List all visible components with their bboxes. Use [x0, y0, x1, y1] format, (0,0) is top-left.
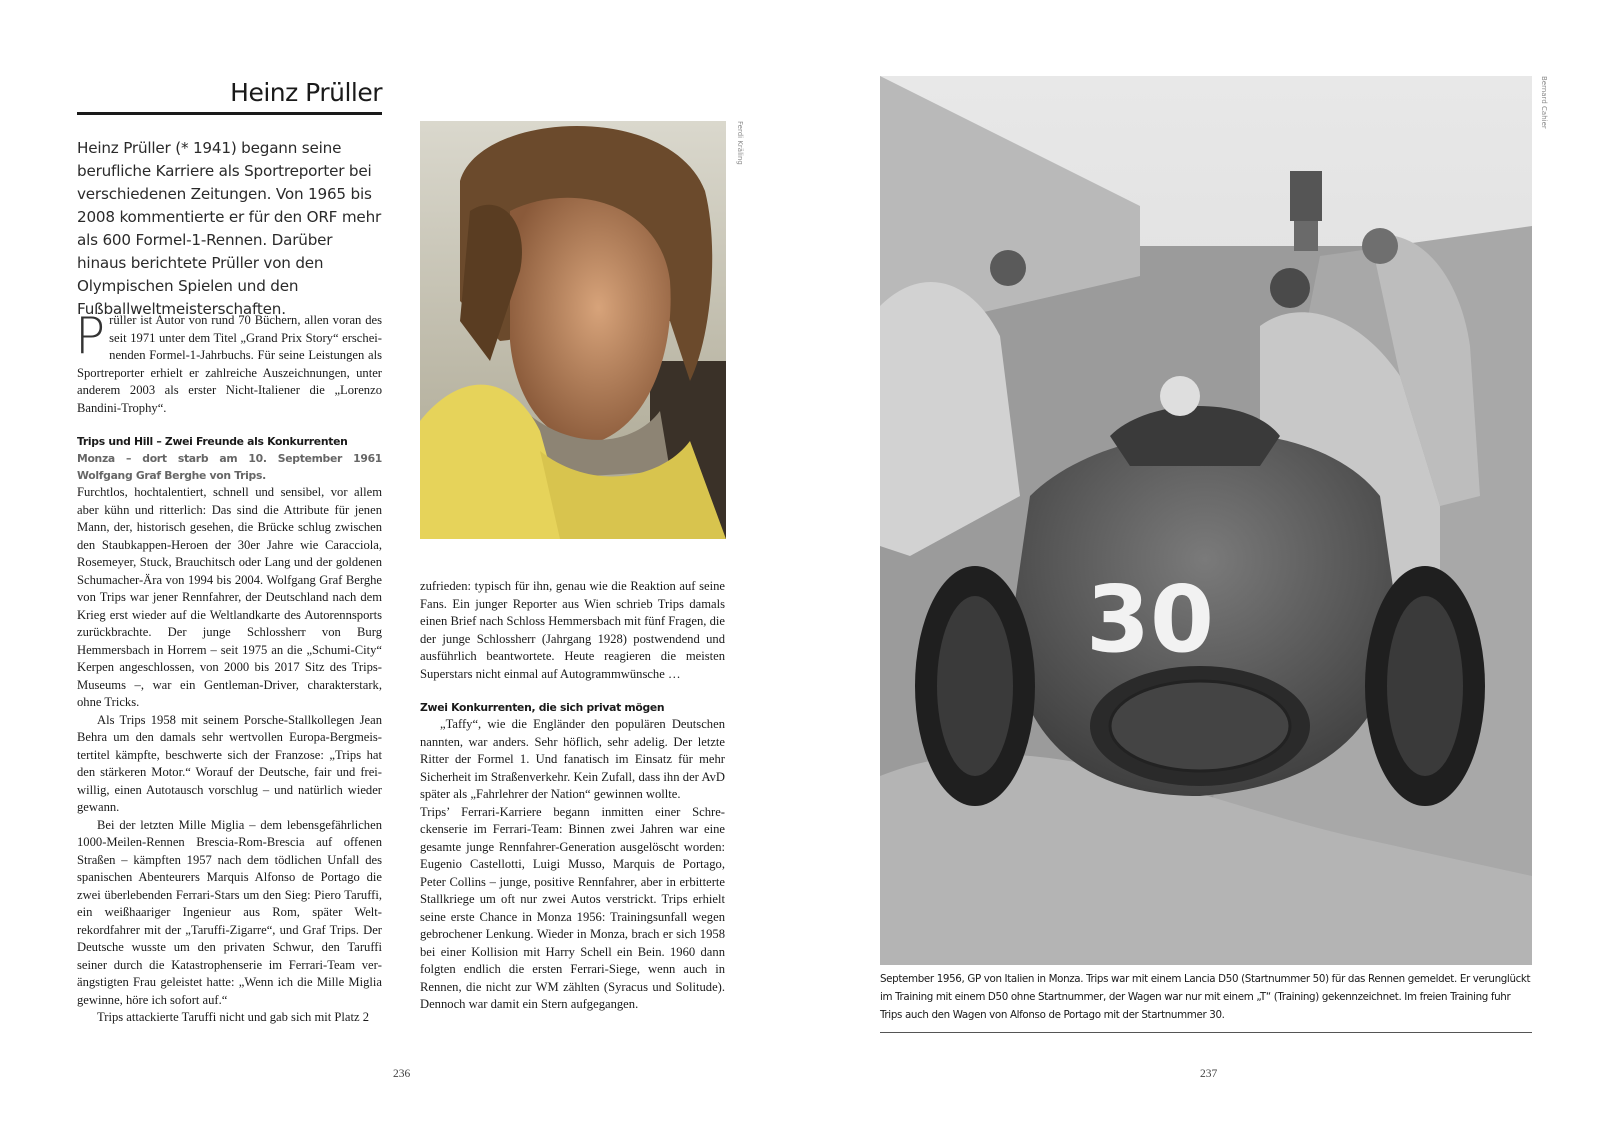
first-paragraph [75, 307, 382, 417]
intro-text: Heinz Prüller (* 1941) begann seine berufliche Karriere als Sportreporter bei verschiedenen Zeitungen. Von 1965 bis 2008 kommentierte er für den ORF mehr als 600 Formel-1-Rennen. Darüber hinaus berichtete Prüller von den Olympischen Spielen und den Fußballweltmeisterschaften. [77, 139, 382, 318]
portrait-photo [420, 121, 726, 539]
body-paragraph: Trips’ Ferrari-Karriere begann inmitten einer Schreckenserie im Ferrari-Team: Binnen zwei Jahren war eine gesamte junge Rennfahrer-Generation ausgelöscht worden: Eugenio Castellotti, Luigi Musso, Marquis de Portago, Peter Collins – junge, positive Rennfahrer, aber in erbitterte Stallkriege um oft nur zwei Autos verstrickt. Trips erhielt seine erste Chance in Monza 1956: Trainingsunfall wegen gebrochener Lenkung. Wieder in Monza, brach er sich 1958 bei einer Kollision mit Harry Schell ein Bein. 1960 dann folgten endlich die ersten Ferrari-Siege, wenn auch in Rennen, die nicht zur WM zählten (Syracus und Solitude). Dennoch war damit ein Stern aufgegangen. [420, 804, 725, 1011]
caption-rule [880, 1032, 1532, 1033]
first-paragraph-text: rüller ist Autor von rund 70 Büchern, allen voran des seit 1971 unter dem Titel „Grand Prix Story“ erscheinenden Formel-1-Jahrbuchs. Für seine Leistungen als Sportreporter erhielt er zahlreiche Auszeichnungen, unter anderem 2003 als erster Nicht-Italiener die „Lorenzo Bandini-Trophy“. [77, 313, 382, 415]
lead-text: Monza – dort starb am 10. September 1961 Wolfgang Graf Berghe von Trips. [77, 452, 382, 482]
photo-credit: Ferdi Kräling [736, 121, 744, 165]
photo-caption: September 1956, GP von Italien in Monza. Trips war mit einem Lancia D50 (Startnummer 50) für das Rennen gemeldet. Er verunglückt im Training mit einem D50 ohne Startnummer, der Wagen war nur mit einem „T“ (Training) gekennzeichnet. Im freien Training fuhr Trips auch den Wagen von Alfonso de Portago mit der Startnummer 30. [880, 973, 1531, 1021]
body-paragraph: Bei der letzten Mille Miglia – dem lebensgefährlichen 1000-Meilen-Rennen Brescia-Rom-Brescia auf offenen Straßen – kämpften 1957 nach dem tödlichen Unfall des spanischen Abenteurers Marquis Alfonso de Portago die zwei überlebenden Ferrari-Stars um den Sieg: Piero Taruffi, ein weißhaariger Ingenieur aus Rom, später Weltrekordfahrer mit der „Taruffi-Zigarre“, und Graf Trips. Der Deutsche wusste um den privaten Schwur, den Taruffi seiner durch die Katastrophenserie im Ferrari-Team verängstigten Frau geleistet hatte: „Wenn ich die Mille Miglia gewinne, höre ich sofort auf.“ [77, 817, 382, 1007]
body-paragraph: zufrieden: typisch für ihn, genau wie die Reaktion auf seine Fans. Ein junger Reporter aus Wien schrieb Trips damals einen Brief nach Schloss Hemmersbach mit fünf Fragen, die der junge Schlossherr (Jahrgang 1928) postwendend und ausführlich beantwortete. Heute reagieren die meisten Superstars nicht einmal auf Autogrammwünsche … [420, 579, 725, 681]
right-page [800, 0, 1600, 1131]
page-title: Heinz Prüller [77, 78, 382, 115]
page-number: 237 [1200, 1068, 1218, 1080]
race-car-photo [880, 76, 1532, 965]
photo-credit: Bernard Cahier [1540, 76, 1548, 129]
subheading: Trips und Hill – Zwei Freunde als Konkurrenten [77, 435, 348, 448]
text-column-1 [75, 307, 382, 1027]
text-column-2 [420, 578, 725, 1014]
body-paragraph: Furchtlos, hochtalentiert, schnell und sensibel, vor allem aber kühn und ritterlich: Das sind die Attribute für jenen Mann, der, historisch gesehen, die Brücke schlug zwischen den Staubkappen-Heroen der 30er Jahre wie Caracciola, Rosemeyer, Stuck, Brauchitsch oder Lang und der goldenen Schumacher-Ära von 1994 bis 2004. Wolfgang Graf Berghe von Trips war jener Rennfahrer, der Deutschland nach dem Krieg erst wieder auf die Weltlandkarte des Autorennsports zurückbrachte. Der junge Schlossherr von Burg Hemmersbach in Horrem – seit 1975 an die „Schumi-City“ Kerpen angeschlossen, von 2000 bis 2017 Sitz des Trips-Museums –, war ein Gentleman-Driver, charakterstark, ohne Tricks. [77, 485, 382, 709]
body-paragraph: Als Trips 1958 mit seinem Porsche-Stallkollegen Jean Behra um den damals sehr wertvollen Europa-Bergmeistertitel kämpfte, beschwerte sich der Franzose: „Trips hat den stärkeren Motor.“ Worauf der Deutsche, fair und freiwillig, einen Autotausch vorschlug – und natürlich wieder gewann. [77, 712, 382, 814]
subheading: Zwei Konkurrenten, die sich privat mögen [420, 701, 665, 714]
page-number: 236 [393, 1068, 411, 1080]
body-paragraph: Trips attackierte Taruffi nicht und gab sich mit Platz 2 [97, 1010, 370, 1024]
body-paragraph: „Taffy“, wie die Engländer den populären Deutschen nannten, war anders. Sehr höflich, sehr adelig. Der letzte Ritter der Formel 1. Und fanatisch im Einsatz für mehr Sicherheit im Straßenverkehr. Kein Zufall, dass ihn der AvD später als „Fahrlehrer der Nation“ gewinnen wollte. [420, 717, 725, 801]
car-start-number: 30 [1085, 566, 1215, 673]
drop-cap: P [75, 307, 106, 365]
